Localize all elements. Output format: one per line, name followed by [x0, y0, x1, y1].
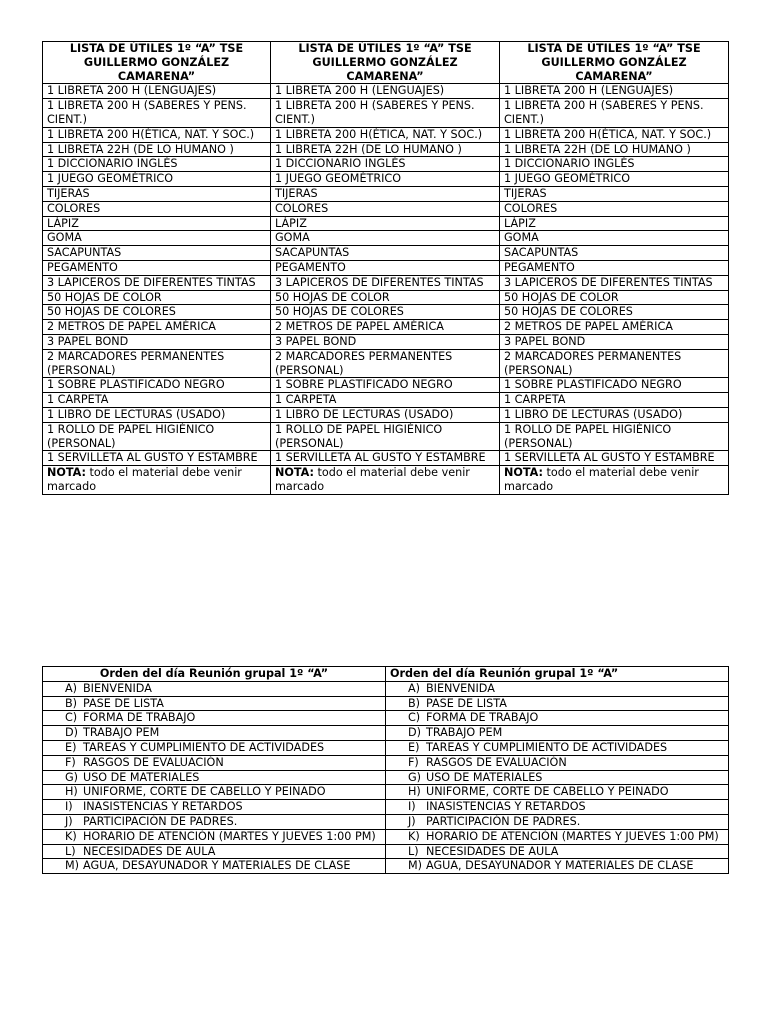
agenda-row	[43, 740, 729, 755]
agenda-item	[386, 770, 729, 785]
supply-item: 1 CARPETA	[43, 393, 271, 408]
supply-item: 2 MARCADORES PERMANENTES (PERSONAL)	[500, 349, 729, 378]
supply-item: 1 LIBRO DE LECTURAS (USADO)	[271, 407, 500, 422]
supply-item: 1 SOBRE PLASTIFICADO NEGRO	[271, 378, 500, 393]
agenda-item-letter: K)	[65, 829, 77, 843]
agenda-item-letter: C)	[408, 711, 421, 725]
agenda-item-text: PASE DE LISTA	[426, 696, 507, 710]
supply-item: 3 PAPEL BOND	[500, 334, 729, 349]
supply-item: LÁPIZ	[500, 216, 729, 231]
agenda-item-letter: M)	[408, 859, 423, 873]
supply-item: SACAPUNTAS	[43, 246, 271, 261]
supply-item: 50 HOJAS DE COLORES	[43, 305, 271, 320]
supplies-row	[43, 305, 729, 320]
supply-item: 3 LAPICEROS DE DIFERENTES TINTAS	[43, 275, 271, 290]
agenda-item-text: TRABAJO PEM	[83, 726, 160, 740]
supplies-row	[43, 186, 729, 201]
agenda-item-letter: K)	[408, 829, 420, 843]
agenda-row	[43, 800, 729, 815]
agenda-item-text: TRABAJO PEM	[426, 726, 503, 740]
supply-item: 1 LIBRETA 200 H (LENGUAJES)	[43, 84, 271, 99]
supply-item: 1 CARPETA	[271, 393, 500, 408]
agenda-item-text: RASGOS DE EVALUACIÓN	[83, 755, 224, 769]
agenda-item	[43, 755, 386, 770]
supplies-header: LISTA DE ÚTILES 1º “A” TSE GUILLERMO GONZÁLEZ CAMARENA”	[271, 42, 500, 84]
agenda-item-text: FORMA DE TRABAJO	[426, 711, 539, 725]
agenda-item-letter: B)	[408, 696, 421, 710]
agenda-row	[43, 829, 729, 844]
supplies-list-table	[42, 41, 729, 495]
agenda-body	[43, 681, 729, 873]
agenda-item-letter: C)	[65, 711, 78, 725]
supply-item: SACAPUNTAS	[271, 246, 500, 261]
agenda-item-letter: L)	[65, 844, 76, 858]
supplies-note-row	[43, 466, 729, 495]
supply-item: 1 SOBRE PLASTIFICADO NEGRO	[43, 378, 271, 393]
agenda-item	[386, 726, 729, 741]
agenda-item	[386, 740, 729, 755]
agenda-item-letter: H)	[408, 785, 421, 799]
agenda-item	[43, 726, 386, 741]
supply-item: 3 LAPICEROS DE DIFERENTES TINTAS	[271, 275, 500, 290]
agenda-item-text: PARTICIPACIÓN DE PADRES.	[426, 814, 581, 828]
supply-item: 2 MARCADORES PERMANENTES (PERSONAL)	[43, 349, 271, 378]
agenda-header: Orden del día Reunión grupal 1º “A”	[386, 667, 729, 682]
supply-item: 1 LIBRETA 200 H(ÉTICA, NAT. Y SOC.)	[271, 127, 500, 142]
supply-item: TIJERAS	[43, 186, 271, 201]
agenda-row	[43, 859, 729, 874]
note-text: todo el material debe venir marcado	[275, 466, 474, 493]
agenda-item	[386, 800, 729, 815]
supplies-row	[43, 142, 729, 157]
supply-item: TIJERAS	[500, 186, 729, 201]
agenda-item-text: USO DE MATERIALES	[83, 770, 200, 784]
agenda-item-text: TAREAS Y CUMPLIMIENTO DE ACTIVIDADES	[83, 740, 325, 754]
agenda-item-letter: F)	[65, 755, 76, 769]
supply-item: 2 METROS DE PAPEL AMÉRICA	[43, 320, 271, 335]
agenda-row	[43, 696, 729, 711]
agenda-item	[386, 859, 729, 874]
agenda-item-letter: E)	[65, 740, 77, 754]
supply-item: 3 PAPEL BOND	[43, 334, 271, 349]
supply-item: SACAPUNTAS	[500, 246, 729, 261]
supply-item: 3 PAPEL BOND	[271, 334, 500, 349]
agenda-item-letter: G)	[65, 770, 79, 784]
note-label: NOTA:	[275, 466, 314, 480]
agenda-item	[43, 770, 386, 785]
agenda-item	[43, 681, 386, 696]
agenda-item	[386, 755, 729, 770]
supplies-row	[43, 157, 729, 172]
supply-item: TIJERAS	[271, 186, 500, 201]
agenda-item-text: INASISTENCIAS Y RETARDOS	[83, 800, 243, 814]
agenda-item-text: HORARIO DE ATENCIÓN (MARTES Y JUEVES 1:00 PM)	[426, 829, 719, 843]
supplies-row	[43, 349, 729, 378]
agenda-item-letter: A)	[65, 681, 78, 695]
supplies-header: LISTA DE ÚTILES 1º “A” TSE GUILLERMO GONZÁLEZ CAMARENA”	[43, 42, 271, 84]
agenda-item	[43, 859, 386, 874]
supplies-row	[43, 275, 729, 290]
supplies-row	[43, 320, 729, 335]
supply-item: 1 LIBRETA 200 H(ÉTICA, NAT. Y SOC.)	[43, 127, 271, 142]
supply-item: LÁPIZ	[271, 216, 500, 231]
supply-item: PEGAMENTO	[271, 260, 500, 275]
agenda-item	[386, 681, 729, 696]
supplies-row	[43, 393, 729, 408]
agenda-row	[43, 814, 729, 829]
supply-item: LÁPIZ	[43, 216, 271, 231]
agenda-item-text: RASGOS DE EVALUACIÓN	[426, 755, 567, 769]
supply-item: 50 HOJAS DE COLORES	[271, 305, 500, 320]
supply-item: 1 LIBRETA 200 H (SABERES Y PENS. CIENT.)	[500, 99, 729, 128]
agenda-item-text: FORMA DE TRABAJO	[83, 711, 196, 725]
agenda-table	[42, 666, 729, 874]
supply-item: 1 LIBRETA 200 H(ÉTICA, NAT. Y SOC.)	[500, 127, 729, 142]
supply-item: 1 SERVILLETA AL GUSTO Y ESTAMBRE	[271, 451, 500, 466]
agenda-row	[43, 755, 729, 770]
agenda-item-letter: B)	[65, 696, 78, 710]
supply-item: 1 LIBRETA 200 H (LENGUAJES)	[271, 84, 500, 99]
note-label: NOTA:	[504, 466, 543, 480]
supplies-row	[43, 290, 729, 305]
supply-item: 50 HOJAS DE COLOR	[271, 290, 500, 305]
supply-item: 1 SERVILLETA AL GUSTO Y ESTAMBRE	[43, 451, 271, 466]
agenda-item-text: BIENVENIDA	[83, 681, 152, 695]
supply-item: 3 LAPICEROS DE DIFERENTES TINTAS	[500, 275, 729, 290]
agenda-item-text: HORARIO DE ATENCIÓN (MARTES Y JUEVES 1:00 PM)	[83, 829, 376, 843]
agenda-item-letter: I)	[65, 800, 73, 814]
agenda-item-letter: A)	[408, 681, 421, 695]
supply-item: 1 LIBRO DE LECTURAS (USADO)	[43, 407, 271, 422]
supplies-row	[43, 201, 729, 216]
supplies-header: LISTA DE ÚTILES 1º “A” TSE GUILLERMO GONZÁLEZ CAMARENA”	[500, 42, 729, 84]
supplies-row	[43, 216, 729, 231]
agenda-item	[43, 711, 386, 726]
supply-item: 1 JUEGO GEOMÉTRICO	[500, 172, 729, 187]
supply-item: 1 LIBRETA 200 H (SABERES Y PENS. CIENT.)	[43, 99, 271, 128]
agenda-header: Orden del día Reunión grupal 1º “A”	[43, 667, 386, 682]
agenda-item-text: UNIFORME, CORTE DE CABELLO Y PEINADO	[426, 785, 669, 799]
agenda-item-letter: G)	[408, 770, 422, 784]
agenda-item	[43, 740, 386, 755]
supplies-row	[43, 172, 729, 187]
supplies-body	[43, 84, 729, 494]
agenda-item-letter: D)	[65, 726, 78, 740]
agenda-item-text: TAREAS Y CUMPLIMIENTO DE ACTIVIDADES	[426, 740, 668, 754]
agenda-item	[43, 814, 386, 829]
supply-item: 1 SERVILLETA AL GUSTO Y ESTAMBRE	[500, 451, 729, 466]
supplies-row	[43, 231, 729, 246]
supply-item: 1 LIBRETA 22H (DE LO HUMANO )	[43, 142, 271, 157]
supply-item: 1 DICCIONARIO INGLÉS	[500, 157, 729, 172]
agenda-item-letter: E)	[408, 740, 420, 754]
supply-item: GOMA	[271, 231, 500, 246]
note-label: NOTA:	[47, 466, 86, 480]
supplies-row	[43, 127, 729, 142]
agenda-row	[43, 726, 729, 741]
agenda-item-text: USO DE MATERIALES	[426, 770, 543, 784]
supply-item: 1 LIBRO DE LECTURAS (USADO)	[500, 407, 729, 422]
supply-item: COLORES	[271, 201, 500, 216]
agenda-item-text: NECESIDADES DE AULA	[426, 844, 559, 858]
agenda-item-text: NECESIDADES DE AULA	[83, 844, 216, 858]
supplies-row	[43, 407, 729, 422]
supplies-note	[43, 466, 271, 495]
agenda-row	[43, 785, 729, 800]
supply-item: 50 HOJAS DE COLORES	[500, 305, 729, 320]
supplies-row	[43, 84, 729, 99]
supply-item: 1 LIBRETA 22H (DE LO HUMANO )	[271, 142, 500, 157]
supplies-note	[271, 466, 500, 495]
note-text: todo el material debe venir marcado	[504, 466, 703, 493]
agenda-item	[43, 844, 386, 859]
supply-item: 1 LIBRETA 22H (DE LO HUMANO )	[500, 142, 729, 157]
supply-item: PEGAMENTO	[500, 260, 729, 275]
agenda-item	[386, 829, 729, 844]
supply-item: 50 HOJAS DE COLOR	[500, 290, 729, 305]
supply-item: 1 ROLLO DE PAPEL HIGIÉNICO (PERSONAL)	[43, 422, 271, 451]
agenda-item	[386, 711, 729, 726]
supply-item: 2 MARCADORES PERMANENTES (PERSONAL)	[271, 349, 500, 378]
agenda-item-text: AGUA, DESAYUNADOR Y MATERIALES DE CLASE	[426, 859, 694, 873]
supplies-note	[500, 466, 729, 495]
supply-item: 2 METROS DE PAPEL AMÉRICA	[500, 320, 729, 335]
agenda-item-letter: H)	[65, 785, 78, 799]
supply-item: COLORES	[500, 201, 729, 216]
agenda-row	[43, 770, 729, 785]
agenda-item	[386, 844, 729, 859]
agenda-item	[386, 814, 729, 829]
agenda-item-text: PASE DE LISTA	[83, 696, 164, 710]
supply-item: 2 METROS DE PAPEL AMÉRICA	[271, 320, 500, 335]
supply-item: 1 LIBRETA 200 H (LENGUAJES)	[500, 84, 729, 99]
supplies-row	[43, 422, 729, 451]
supply-item: GOMA	[43, 231, 271, 246]
agenda-item-text: PARTICIPACIÓN DE PADRES.	[83, 814, 238, 828]
agenda-item-letter: I)	[408, 800, 416, 814]
supply-item: 1 ROLLO DE PAPEL HIGIÉNICO (PERSONAL)	[500, 422, 729, 451]
supply-item: 1 ROLLO DE PAPEL HIGIÉNICO (PERSONAL)	[271, 422, 500, 451]
agenda-row	[43, 681, 729, 696]
supply-item: COLORES	[43, 201, 271, 216]
supplies-row	[43, 378, 729, 393]
agenda-item	[386, 785, 729, 800]
agenda-item-letter: F)	[408, 755, 419, 769]
agenda-item	[386, 696, 729, 711]
agenda-item	[43, 696, 386, 711]
supply-item: PEGAMENTO	[43, 260, 271, 275]
supply-item: 1 DICCIONARIO INGLÉS	[271, 157, 500, 172]
agenda-item	[43, 785, 386, 800]
supply-item: 1 DICCIONARIO INGLÉS	[43, 157, 271, 172]
agenda-row	[43, 844, 729, 859]
agenda-item-text: AGUA, DESAYUNADOR Y MATERIALES DE CLASE	[83, 859, 351, 873]
supply-item: 1 LIBRETA 200 H (SABERES Y PENS. CIENT.)	[271, 99, 500, 128]
agenda-item-letter: M)	[65, 859, 80, 873]
agenda-item-letter: J)	[65, 814, 73, 828]
note-text: todo el material debe venir marcado	[47, 466, 246, 493]
agenda-item	[43, 800, 386, 815]
agenda-item-letter: D)	[408, 726, 421, 740]
supply-item: GOMA	[500, 231, 729, 246]
agenda-item-letter: J)	[408, 814, 416, 828]
agenda-item-text: INASISTENCIAS Y RETARDOS	[426, 800, 586, 814]
agenda-row	[43, 711, 729, 726]
supply-item: 1 JUEGO GEOMÉTRICO	[43, 172, 271, 187]
supply-item: 50 HOJAS DE COLOR	[43, 290, 271, 305]
supplies-row	[43, 246, 729, 261]
supplies-row	[43, 99, 729, 128]
supply-item: 1 SOBRE PLASTIFICADO NEGRO	[500, 378, 729, 393]
supplies-row	[43, 334, 729, 349]
supplies-row	[43, 260, 729, 275]
supply-item: 1 CARPETA	[500, 393, 729, 408]
agenda-item-text: UNIFORME, CORTE DE CABELLO Y PEINADO	[83, 785, 326, 799]
supply-item: 1 JUEGO GEOMÉTRICO	[271, 172, 500, 187]
agenda-item-letter: L)	[408, 844, 419, 858]
agenda-header-row	[43, 667, 729, 682]
supplies-row	[43, 451, 729, 466]
agenda-item	[43, 829, 386, 844]
supplies-header-row	[43, 42, 729, 84]
agenda-item-text: BIENVENIDA	[426, 681, 495, 695]
